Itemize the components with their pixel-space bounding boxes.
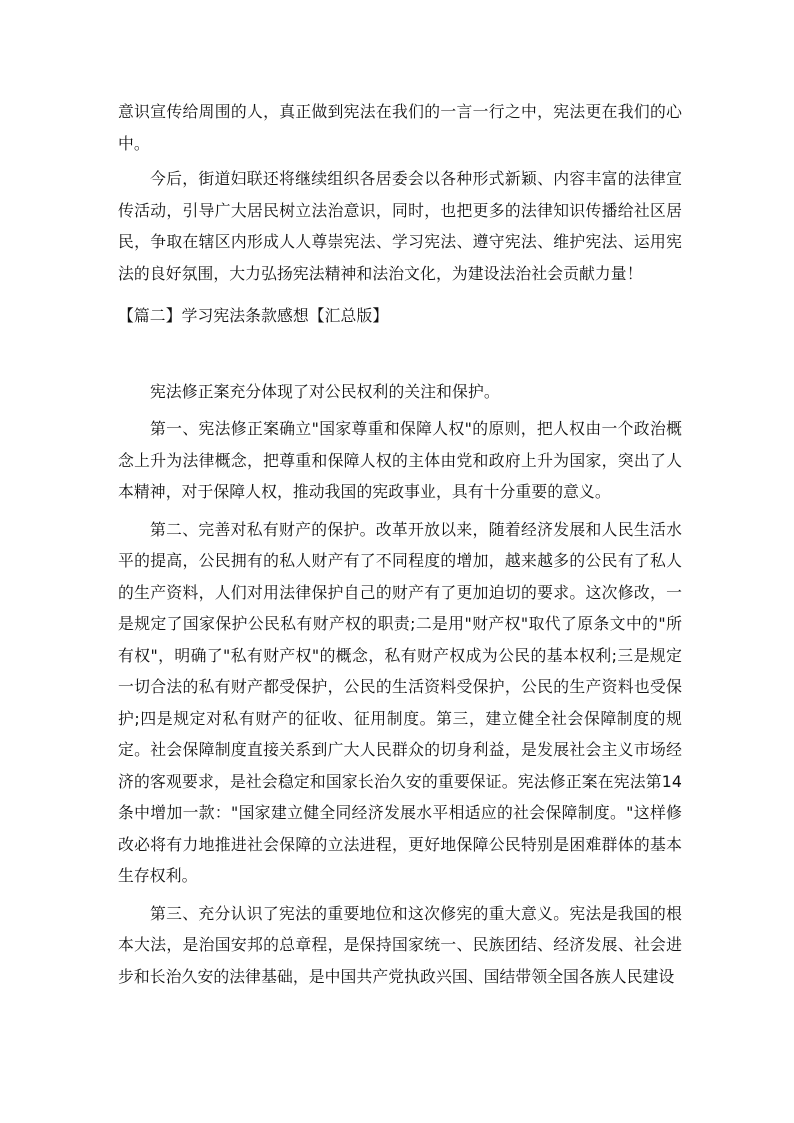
- section-heading: 【篇二】学习宪法条款感想【汇总版】: [118, 306, 389, 325]
- paragraph-third-point: 第三、充分认识了宪法的重要地位和这次修宪的重大意义。宪法是我国的根本大法，是治国安邦的总章程，是保持国家统一、民族团结、经济发展、社会进步和长治久安的法律基础，是中国共产党执政兴国、国结带领全国各族人民建设: [118, 903, 682, 986]
- paragraph-future-plans: 今后，街道妇联还将继续组织各居委会以各种形式新颖、内容丰富的法律宣传活动，引导广大居民树立法治意识，同时，也把更多的法律知识传播给社区居民，争取在辖区内形成人人尊崇宪法、学习宪法、遵守宪法、维护宪法、运用宪法的良好氛围，大力弘扬宪法精神和法治文化，为建设法治社会贡献力量！: [118, 169, 682, 283]
- paragraph-first-point: 第一、宪法修正案确立"国家尊重和保障人权"的原则，把人权由一个政治概念上升为法律概念，把尊重和保障人权的主体由党和政府上升为国家，突出了人本精神，对于保障人权，推动我国的宪政事业，具有十分重要的意义。: [118, 419, 682, 501]
- paragraph-second-point: 第二、完善对私有财产的保护。改革开放以来，随着经济发展和人民生活水平的提高，公民拥有的私人财产有了不同程度的增加，越来越多的公民有了私人的生产资料，人们对用法律保护自己的财产有了更加迫切的要求。这次修改，一是规定了国家保护公民私有财产权的职责;二是用"财产权"取代了原条文中的"所有权"，明确了"私有财产权"的概念，私有财产权成为公民的基本权利;三是规定一切合法的私有财产都受保护，公民的生活资料受保护，公民的生产资料也受保护;四是规定对私有财产的征收、征用制度。第三，建立健全社会保障制度的规定。社会保障制度直接关系到广大人民群众的切身利益，是发展社会主义市场经济的客观要求，是社会稳定和国家长治久安的重要保证。宪法修正案在宪法第14条中增加一款："国家建立健全同经济发展水平相适应的社会保障制度。"这样修改必将有力地推进社会保障的立法进程，更好地保障公民特别是困难群体的基本生存权利。: [118, 519, 682, 885]
- paragraph-continuation: 意识宣传给周围的人，真正做到宪法在我们的一言一行之中，宪法更在我们的心中。: [118, 102, 682, 153]
- document-page: [118, 96, 682, 992]
- paragraph-intro: 宪法修正案充分体现了对公民权利的关注和保护。: [150, 381, 500, 401]
